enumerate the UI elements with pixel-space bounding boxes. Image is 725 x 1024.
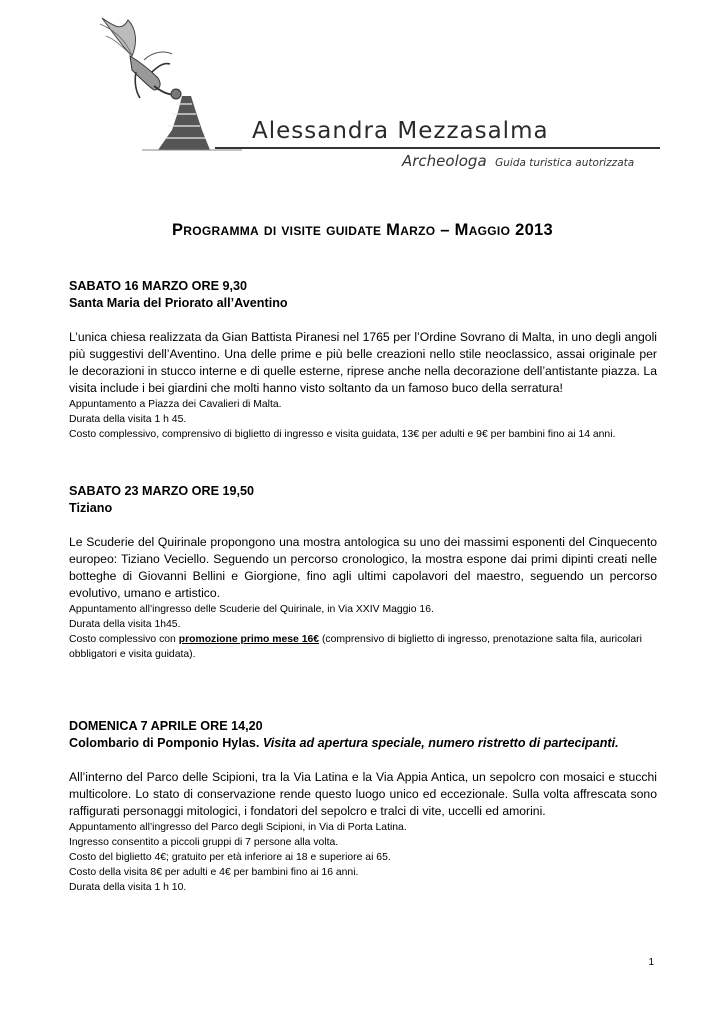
brand-name: Alessandra Mezzasalma [252,118,549,144]
event-title-main: Colombario di Pomponio Hylas. [69,736,260,750]
header-rule [215,147,660,149]
guide-label: Guida turistica autorizzata [495,157,635,169]
tagline [402,152,634,171]
event-details [69,397,657,442]
cost-suffix: (comprensivo di biglietto di ingresso, prenotazione salta fila, auricolari obbligatori e visita guidata). [69,634,642,660]
event-date: SABATO 23 MARZO ORE 19,50 [69,484,254,498]
flying-figure-tower-logo [92,12,252,152]
event-date: DOMENICA 7 APRILE ORE 14,20 [69,719,263,733]
event-title-note: Visita ad apertura speciale, numero ristretto di partecipanti. [259,736,619,750]
detail-line: Durata della visita 1 h 10. [69,882,187,893]
letterhead [0,0,725,180]
event-details [69,602,657,662]
event-tiziano [69,483,657,662]
event-title: Tiziano [69,501,113,515]
detail-line: Appuntamento a Piazza dei Cavalieri di Malta. [69,399,282,410]
detail-line: Appuntamento all’ingresso del Parco degli Scipioni, in Via di Porta Latina. [69,822,407,833]
detail-line: Costo della visita 8€ per adulti e 4€ per bambini fino ai 16 anni. [69,867,359,878]
detail-line-cost [69,632,657,662]
event-description: Le Scuderie del Quirinale propongono una mostra antologica su uno dei massimi esponenti del Cinquecento europeo: Tiziano Veciello. Seguendo un percorso cronologico, la mostra espone dai primi dipinti creati nelle botteghe di Giovanni Bellini e Giorgione, fino agli ultimi capolavori del maestro, seguendo un percorso evolutivo, umano e artistico. [69,535,657,600]
event-colombario [69,718,657,895]
detail-line: Durata della visita 1h45. [69,619,181,630]
event-title: Santa Maria del Priorato all’Aventino [69,296,288,310]
page-number: 1 [648,957,654,968]
event-description: L’unica chiesa realizzata da Gian Battista Piranesi nel 1765 per l’Ordine Sovrano di Malta, in uno degli angoli più suggestivi dell’Aventino. Una delle prime e più belle creazioni nello stile neoclassico, assai originale per le decorazioni in stucco interne e di quelle esterne, riprese anche nella decorazione dell’antistante piazza. La visita include i bei giardini che molti hanno visto soltanto da un famoso buco della serratura! [69,330,657,395]
role-label: Archeologa [402,152,487,170]
document-title: Programma di visite guidate Marzo – Maggio 2013 [171,221,553,239]
detail-line: Durata della visita 1 h 45. [69,414,187,425]
detail-line: Costo del biglietto 4€; gratuito per età inferiore ai 18 e superiore ai 65. [69,852,391,863]
event-date: SABATO 16 MARZO ORE 9,30 [69,279,247,293]
document-body [69,278,657,895]
promo-highlight: promozione primo mese 16€ [178,634,320,645]
cost-prefix: Costo complessivo con [69,634,179,645]
event-priorato [69,278,657,442]
event-title [69,735,657,752]
detail-line: Ingresso consentito a piccoli gruppi di 7 persone alla volta. [69,837,339,848]
detail-line: Costo complessivo, comprensivo di biglietto di ingresso e visita guidata, 13€ per adulti e 9€ per bambini fino ai 14 anni. [69,429,616,440]
event-details [69,820,657,895]
event-description: All’interno del Parco delle Scipioni, tra la Via Latina e la Via Appia Antica, un sepolcro con mosaici e stucchi multicolore. Lo stato di conservazione rende questo luogo unico ed eccezionale. Sulla volta affrescata sono raffigurati personaggi mitologici, i fondatori del sepolcro e tralci di vite, uccelli ed amorini. [69,770,657,818]
detail-line: Appuntamento all’ingresso delle Scuderie del Quirinale, in Via XXIV Maggio 16. [69,604,434,615]
